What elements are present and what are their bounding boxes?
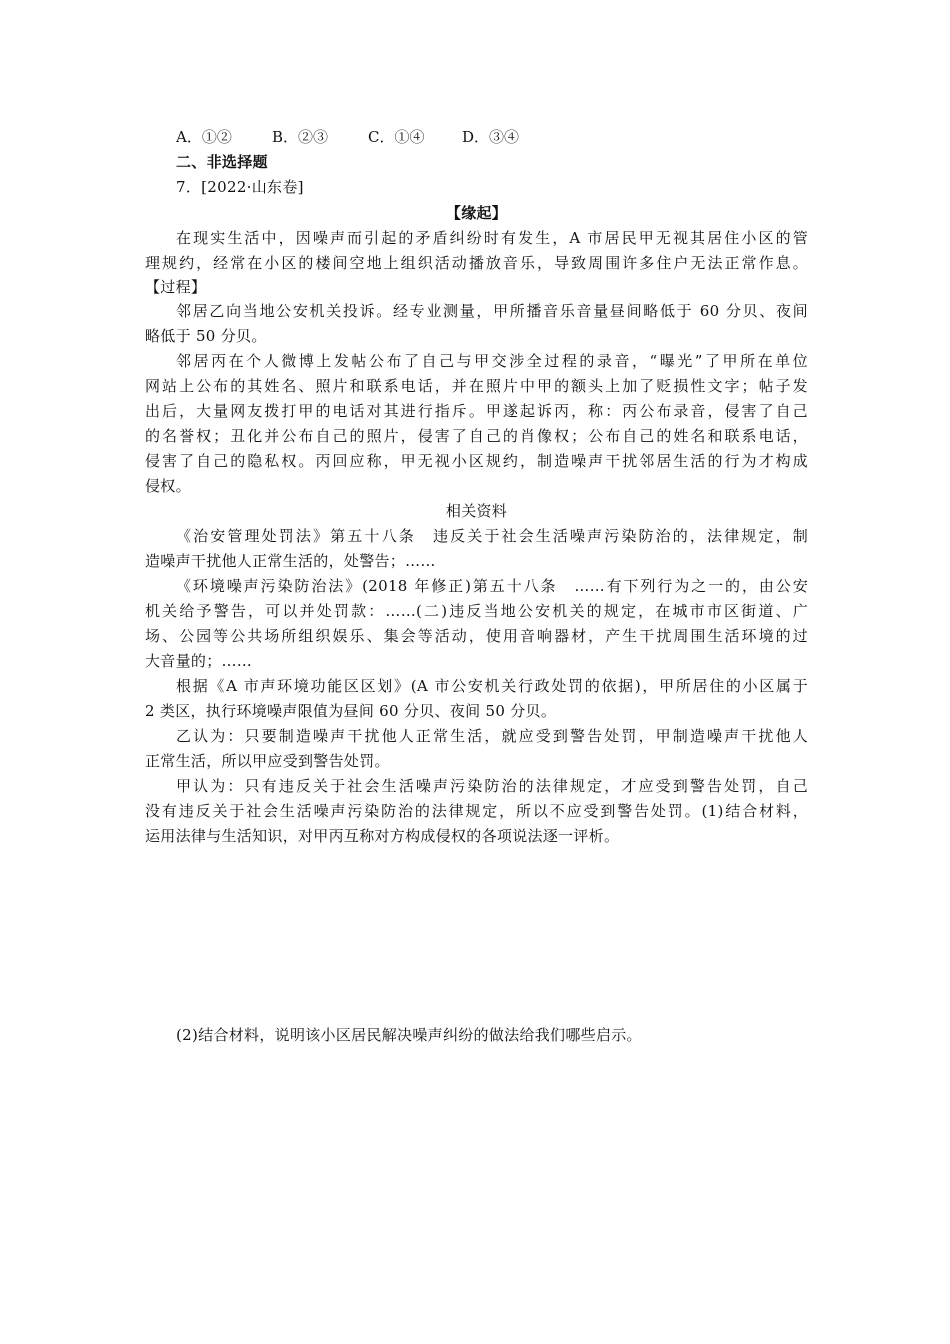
process-heading: 【过程】 — [145, 278, 207, 296]
yi-view-line-1: 乙认为：只要制造噪声干扰他人正常生活，就应受到警告处罚，甲制造噪声干扰他人 — [176, 727, 808, 745]
option-a: A．①② — [176, 128, 232, 146]
law1-line-2: 造噪声干扰他人正常生活的，处警告；…… — [145, 552, 436, 570]
law2-line-3: 场、公园等公共场所组织娱乐、集会等活动，使用音响器材，产生干扰周围生活环境的过 — [145, 627, 808, 645]
question-source: 7．[2022·山东卷] — [176, 178, 304, 196]
process1-line-1: 邻居乙向当地公安机关投诉。经专业测量，甲所播音乐音量昼间略低于 60 分贝、夜间 — [176, 302, 808, 320]
law2-line-1: 《环境噪声污染防治法》(2018 年修正)第五十八条 ……有下列行为之一的，由公安 — [176, 577, 808, 595]
option-c: C．①④ — [368, 128, 425, 146]
jia-view-line-1: 甲认为：只有违反关于社会生活噪声污染防治的法律规定，才应受到警告处罚，自己 — [176, 777, 808, 795]
jia-view-line-3: 运用法律与生活知识，对甲丙互称对方构成侵权的各项说法逐一评析。 — [145, 827, 620, 845]
process2-line-2: 网站上公布的其姓名、照片和联系电话，并在照片中甲的额头上加了贬损性文字；帖子发 — [145, 377, 808, 395]
option-b: B．②③ — [272, 128, 329, 146]
process1-line-2: 略低于 50 分贝。 — [145, 327, 267, 345]
process2-line-1: 邻居丙在个人微博上发帖公布了自己与甲交涉全过程的录音，“曝光”了甲所在单位 — [176, 352, 808, 370]
zoning-line-2: 2 类区，执行环境噪声限值为昼间 60 分贝、夜间 50 分贝。 — [145, 702, 557, 720]
origin-heading: 【缘起】 — [445, 204, 508, 222]
process2-line-3: 出后，大量网友拨打甲的电话对其进行指斥。甲遂起诉丙，称：丙公布录音，侵害了自己 — [145, 402, 808, 420]
law2-line-2: 机关给予警告，可以并处罚款：……(二)违反当地公安机关的规定，在城市市区街道、广 — [145, 602, 808, 620]
process2-line-5: 侵害了自己的隐私权。丙回应称，甲无视小区规约，制造噪声干扰邻居生活的行为才构成 — [145, 452, 808, 470]
law1-line-1: 《治安管理处罚法》第五十八条 违反关于社会生活噪声污染防治的，法律规定，制 — [176, 527, 808, 545]
origin-line-1: 在现实生活中，因噪声而引起的矛盾纠纷时有发生，A 市居民甲无视其居住小区的管 — [176, 229, 808, 247]
jia-view-line-2: 没有违反关于社会生活噪声污染防治的法律规定，所以不应受到警告处罚。(1)结合材料， — [145, 802, 808, 820]
question-2: (2)结合材料，说明该小区居民解决噪声纠纷的做法给我们哪些启示。 — [176, 1026, 642, 1044]
materials-heading: 相关资料 — [445, 502, 508, 520]
option-d: D．③④ — [462, 128, 520, 146]
process2-line-6: 侵权。 — [145, 477, 191, 495]
origin-line-2: 理规约，经常在小区的楼间空地上组织活动播放音乐，导致周围许多住户无法正常作息。 — [145, 254, 808, 272]
law2-line-4: 大音量的；…… — [145, 652, 253, 670]
section-title: 二、非选择题 — [176, 153, 268, 171]
process2-line-4: 的名誉权；丑化并公布自己的照片，侵害了自己的肖像权；公布自己的姓名和联系电话， — [145, 427, 808, 445]
zoning-line-1: 根据《A 市声环境功能区区划》(A 市公安机关行政处罚的依据)，甲所居住的小区属于 — [176, 677, 808, 695]
yi-view-line-2: 正常生活，所以甲应受到警告处罚。 — [145, 752, 390, 770]
